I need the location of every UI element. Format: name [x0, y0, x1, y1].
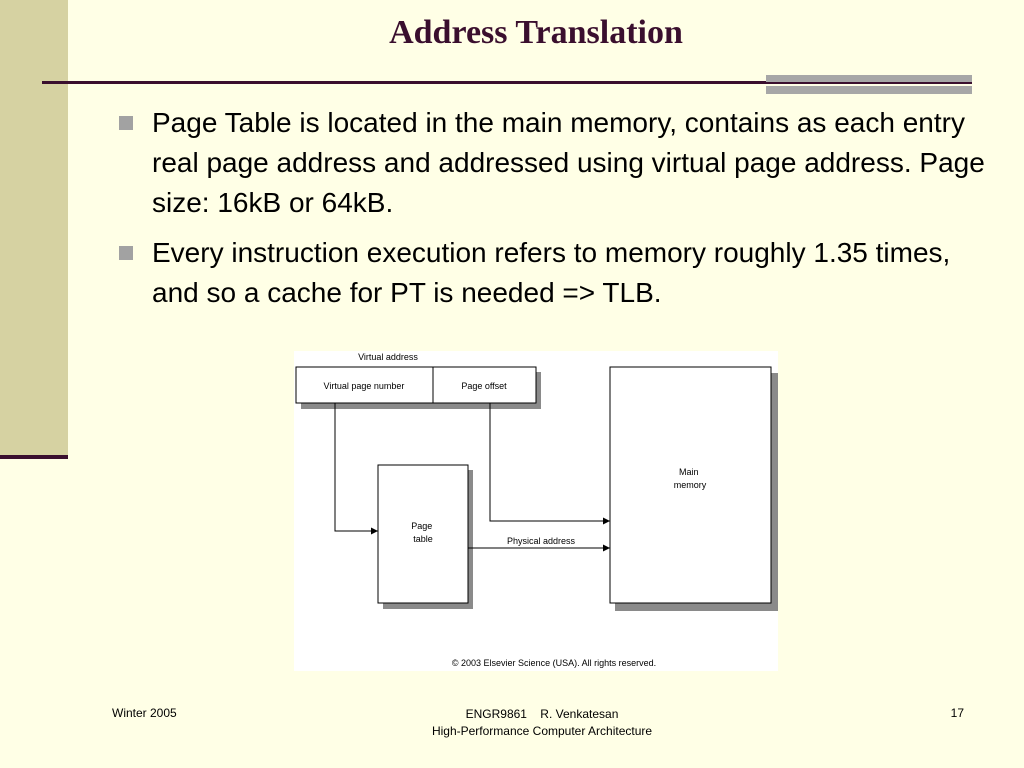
bullet-item [116, 233, 996, 313]
slide-number: 17 [950, 706, 964, 720]
main-memory-line2: memory [673, 480, 707, 490]
slide-title: Address Translation [389, 14, 683, 51]
square-bullet-icon [119, 116, 133, 130]
copyright-text: © 2003 Elsevier Science (USA). All rights reserved. [451, 658, 657, 668]
footer-course-title: High-Performance Computer Architecture [431, 724, 653, 738]
virtual-address-label: Virtual address [358, 352, 418, 362]
page-table-line1: Page [411, 521, 433, 531]
decor-bar-bottom [766, 86, 972, 94]
footer-left: Winter 2005 [112, 706, 177, 720]
bullet-list [116, 103, 996, 323]
physical-address-label: Physical address [506, 536, 576, 546]
bullet-text: Every instruction execution refers to memory roughly 1.35 times, and so a cache for PT is needed => TLB. [152, 237, 951, 308]
bullet-text: Page Table is located in the main memory, contains as each entry real page address and addressed using virtual page address. Page size: 16kB or 64kB. [152, 107, 985, 218]
offset-to-memory-arrow [490, 403, 610, 521]
left-decor-line [0, 455, 68, 459]
main-memory-line1: Main [678, 467, 699, 477]
address-translation-diagram [294, 351, 778, 671]
page-offset-label: Page offset [461, 381, 507, 391]
virtual-page-number-label: Virtual page number [323, 381, 405, 391]
page-table-line2: table [413, 534, 433, 544]
footer-course: ENGR9861 R. Venkatesan [465, 707, 619, 721]
footer-center [392, 706, 692, 740]
square-bullet-icon [119, 246, 133, 260]
bullet-item [116, 103, 996, 223]
left-decor-band [0, 0, 68, 458]
decor-bar-top [766, 75, 972, 82]
vpn-to-page-table-arrow [335, 403, 378, 531]
